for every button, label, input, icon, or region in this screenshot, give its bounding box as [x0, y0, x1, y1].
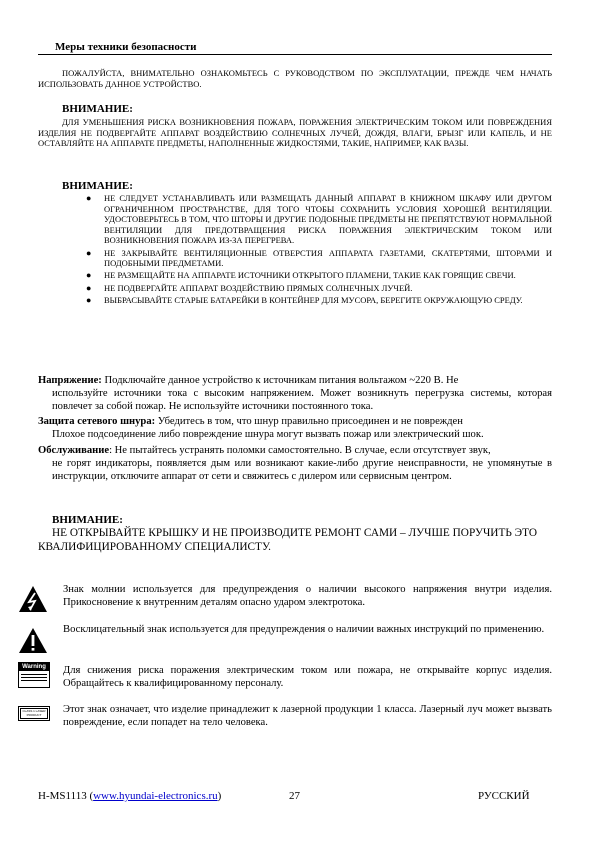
warning-1-title: ВНИМАНИЕ: — [62, 103, 133, 115]
voltage-paragraph — [38, 374, 552, 413]
list-item-text: ВЫБРАСЫВАЙТЕ СТАРЫЕ БАТАРЕЙКИ В КОНТЕЙНЕР ДЛЯ МУСОРА, БЕРЕГИТЕ ОКРУЖАЮЩУЮ СРЕДУ. — [104, 294, 523, 305]
list-item-text: НЕ РАЗМЕЩАЙТЕ НА АППАРАТЕ ИСТОЧНИКИ ОТКРЫТОГО ПЛАМЕНИ, ТАКИЕ КАК ГОРЯЩИЕ СВЕЧИ. — [104, 270, 516, 281]
casing-symbol-text: Для снижения риска поражения электрическим током или пожара, не открывайте корпус изделия. Обращайтесь к квалифицированному персоналу. — [63, 665, 552, 690]
service-text-rest: не горят индикаторы, появляется дым или возникают какие-либо другие неисправности, не упомянутые в инструкции, отключите аппарат от сети и свяжитесь с дилером или сервисным центром. — [52, 458, 552, 483]
exclamation-symbol-text: Восклицательный знак используется для предупреждения о наличии важных инструкций по применению. — [63, 624, 545, 635]
warning-label-icon — [18, 662, 50, 688]
service-paragraph — [38, 444, 552, 483]
warning-2-title: ВНИМАНИЕ: — [62, 180, 133, 192]
list-item-text: НЕ СЛЕДУЕТ УСТАНАВЛИВАТЬ ИЛИ РАЗМЕЩАТЬ ДАННЫЙ АППАРАТ В КНИЖНОМ ШКАФУ ИЛИ ДРУГОМ ОГРАНИЧЕННОМ ПРОСТРАНСТВЕ, ДЛЯ ТОГО ЧТОБЫ СОХРАНИТЬ УСЛОВИЯ ХОРОШЕЙ ВЕНТИЛЯЦИИ. УДОСТОВЕРЬТЕСЬ В ТОМ, ЧТО ШТОРЫ И ДРУГИЕ ПОДОБНЫЕ ПРЕДМЕТЫ НЕ ПРЕПЯТСТВУЮТ НОРМАЛЬНОЙ ВЕНТИЛЯЦИИ ДЛЯ ПРЕДОТВРАЩЕНИЯ РИСКА ПОРАЖЕНИЯ ЭЛЕКТРИЧЕСКИМ ТОКОМ ИЛИ ВОЗНИКНОВЕНИЯ ПОЖАРА ИЗ-ЗА ПЕРЕГРЕВА. — [104, 193, 552, 246]
laser-label-icon — [18, 706, 50, 721]
warning-2-list — [84, 193, 552, 307]
cord-paragraph — [38, 415, 552, 441]
service-text-first: : Не пытайтесь устранять поломки самостоятельно. В случае, если отсутствует звук, — [109, 445, 491, 456]
list-item — [84, 193, 552, 246]
warning-3-text: НЕ ОТКРЫВАЙТЕ КРЫШКУ И НЕ ПРОИЗВОДИТЕ РЕМОНТ САМИ – ЛУЧШЕ ПОРУЧИТЬ ЭТО КВАЛИФИЦИРОВАННОМУ СПЕЦИАЛИСТУ. — [38, 527, 538, 553]
bullet-icon: ● — [86, 294, 92, 305]
warning-label-text: Warning — [19, 663, 49, 671]
footer-model-text: H-MS1113 ( — [38, 790, 94, 802]
page-number: 27 — [289, 790, 300, 802]
footer-language: РУССКИЙ — [478, 790, 530, 802]
list-item — [84, 248, 552, 269]
warning-3-title: ВНИМАНИЕ: — [52, 514, 123, 526]
cord-label: Защита сетевого шнура: — [38, 416, 156, 427]
bullet-icon: ● — [86, 247, 92, 258]
list-item — [84, 283, 552, 294]
lightning-warning-icon — [18, 585, 48, 618]
cord-text-first: Убедитесь в том, что шнур правильно присоединен и не поврежден — [155, 416, 463, 427]
service-label: Обслуживание — [38, 445, 110, 456]
bullet-icon: ● — [86, 270, 92, 281]
laser-label-text: CLASS 1 LASER PRODUCT — [20, 708, 48, 719]
list-item-text: НЕ ПОДВЕРГАЙТЕ АППАРАТ ВОЗДЕЙСТВИЮ ПРЯМЫХ СОЛНЕЧНЫХ ЛУЧЕЙ. — [104, 282, 413, 293]
list-item — [84, 295, 552, 306]
warning-1-text: ДЛЯ УМЕНЬШЕНИЯ РИСКА ВОЗНИКНОВЕНИЯ ПОЖАРА, ПОРАЖЕНИЯ ЭЛЕКТРИЧЕСКИМ ТОКОМ ИЛИ ПОВРЕЖДЕНИЯ ИЗДЕЛИЯ НЕ ПОДВЕРГАЙТЕ АППАРАТ ВОЗДЕЙСТВИЮ СОЛНЕЧНЫХ ЛУЧЕЙ, ДОЖДЯ, ВЛАГИ, БРЫЗГ ИЛИ КАПЕЛЬ, И НЕ ОСТАВЛЯЙТЕ НА АППАРАТЕ ПРЕДМЕТЫ, НАПОЛНЕННЫЕ ЖИДКОСТЯМИ, ТАКИЕ, НАПРИМЕР, КАК ВАЗЫ. — [38, 117, 552, 149]
exclamation-warning-icon — [18, 627, 48, 659]
laser-symbol-text: Этот знак означает, что изделие принадлежит к лазерной продукции 1 класса. Лазерный луч может вызвать повреждение, если попадет на тело человека. — [63, 704, 552, 729]
cord-text-rest: Плохое подсоединение либо повреждение шнура могут вызвать пожар или электрический шок. — [52, 429, 484, 441]
footer-website-link[interactable]: www.hyundai-electronics.ru — [93, 790, 218, 802]
voltage-label: Напряжение: — [38, 375, 102, 386]
section-heading: Меры техники безопасности — [55, 41, 197, 53]
voltage-text-rest: используйте источники тока с высоким напряжением. Может возникнуть перегрузка системы, которая повлечет за собой пожар. Не используйте источники постоянного тока. — [52, 388, 552, 413]
intro-text: ПОЖАЛУЙСТА, ВНИМАТЕЛЬНО ОЗНАКОМЬТЕСЬ С РУКОВОДСТВОМ ПО ЭКСПЛУАТАЦИИ, ПРЕЖДЕ ЧЕМ НАЧАТЬ ИСПОЛЬЗОВАТЬ ДАННОЕ УСТРОЙСТВО. — [38, 68, 552, 89]
lightning-symbol-text: Знак молнии используется для предупреждения о наличии высокого напряжения внутри изделия. Прикосновение к внутренним деталям опасно ударом электротока. — [63, 584, 552, 609]
list-item-text: НЕ ЗАКРЫВАЙТЕ ВЕНТИЛЯЦИОННЫЕ ОТВЕРСТИЯ АППАРАТА ГАЗЕТАМИ, СКАТЕРТЯМИ, ШТОРАМИ И ПОДОБНЫМИ ПРЕДМЕТАМИ. — [104, 247, 552, 269]
footer-model — [38, 790, 221, 802]
bullet-icon: ● — [86, 193, 92, 203]
list-item — [84, 270, 552, 281]
voltage-text-first: Подключайте данное устройство к источникам питания вольтажом ~220 В. Не — [101, 375, 459, 386]
footer-close-paren: ) — [217, 790, 222, 802]
heading-underline — [38, 54, 552, 55]
bullet-icon: ● — [86, 282, 92, 293]
